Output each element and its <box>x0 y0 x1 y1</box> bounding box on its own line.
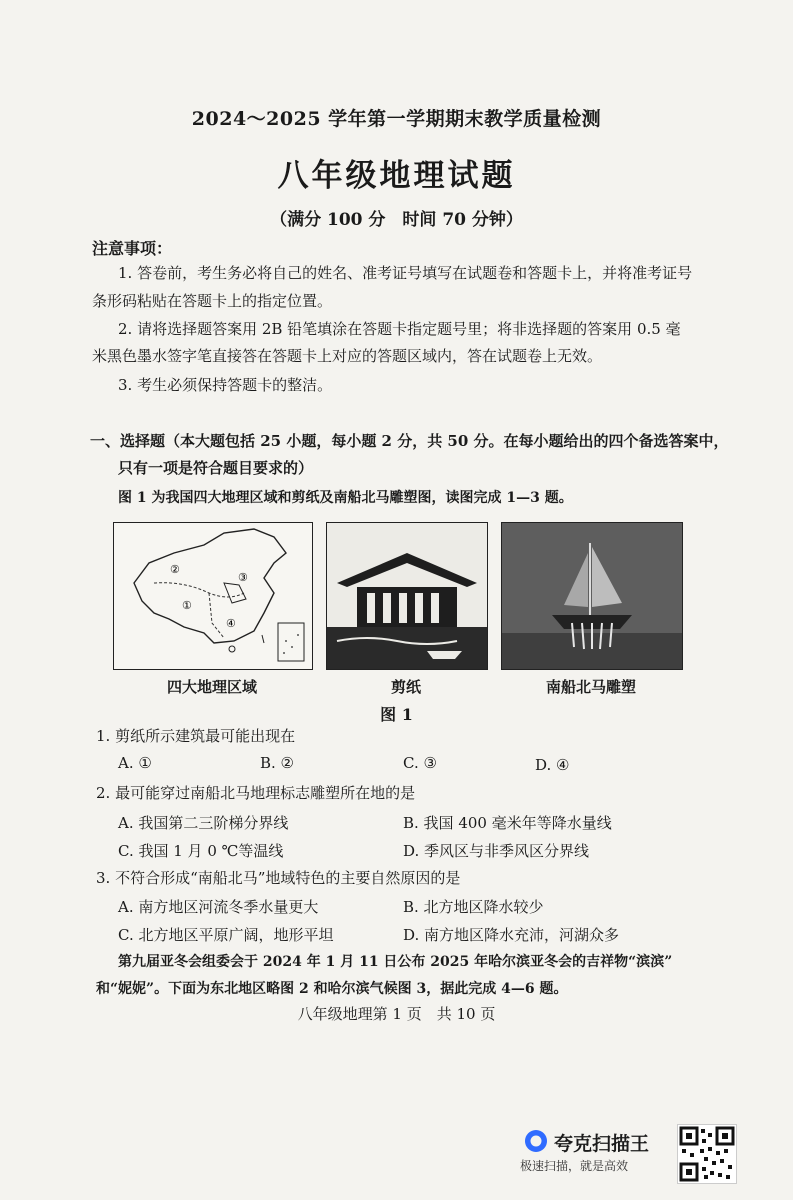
question-3-option-c: C. 北方地区平原广阔，地形平坦 <box>118 926 334 944</box>
exam-title: 八年级地理试题 <box>277 158 516 194</box>
question-3-option-d: D. 南方地区降水充沛，河湖众多 <box>403 926 620 944</box>
map-mark-1: ① <box>182 599 192 612</box>
notice-item-1-line-2: 条形码粘贴在答题卡上的指定位置。 <box>92 292 333 310</box>
notice-item-2-line-2: 米黑色墨水签字笔直接答在答题卡上对应的答题区域内，答在试题卷上无效。 <box>92 347 603 365</box>
questions-4-6-intro-line-2: 和“妮妮”。下面为东北地区略图 2 和哈尔滨气候图 3，据此完成 4—6 题。 <box>96 981 568 997</box>
map-mark-4: ④ <box>226 617 236 630</box>
question-1-option-a: A. ① <box>118 754 152 772</box>
sculpture-image <box>501 522 683 670</box>
figure-1-intro: 图 1 为我国四大地理区域和剪纸及南船北马雕塑图，读图完成 1—3 题。 <box>118 490 573 506</box>
score-time: （满分 100 分 时间 70 分钟） <box>270 210 523 230</box>
china-regions-map <box>113 522 313 670</box>
caption-map: 四大地理区域 <box>166 678 257 696</box>
paper-cut-image <box>326 522 488 670</box>
exam-school-year: 2024～2025 学年第一学期期末教学质量检测 <box>191 108 602 130</box>
map-mark-2: ② <box>170 563 180 576</box>
figure-1-label: 图 1 <box>380 705 413 724</box>
caption-paper-cut: 剪纸 <box>390 678 421 696</box>
section-1-heading: 一、选择题（本大题包括 25 小题，每小题 2 分，共 50 分。在每小题给出的四个备选答案中， <box>90 432 729 450</box>
page-footer: 八年级地理第 1 页 共 10 页 <box>297 1005 496 1023</box>
map-mark-3: ③ <box>238 571 248 584</box>
question-2-option-a: A. 我国第二三阶梯分界线 <box>118 814 289 832</box>
scanner-watermark <box>520 1125 670 1175</box>
caption-sculpture: 南船北马雕塑 <box>545 678 636 696</box>
question-2-option-c: C. 我国 1 月 0 ℃等温线 <box>118 842 284 860</box>
question-1-option-d: D. ④ <box>535 756 570 774</box>
question-3-option-a: A. 南方地区河流冬季水量更大 <box>118 898 319 916</box>
section-1-heading-cont: 只有一项是符合题目要求的） <box>118 459 314 477</box>
question-3-stem: 3. 不符合形成“南船北马”地域特色的主要自然原因的是 <box>96 869 461 887</box>
quark-logo-icon <box>524 1129 548 1153</box>
notice-item-3: 3. 考生必须保持答题卡的整洁。 <box>118 376 333 394</box>
question-2-option-b: B. 我国 400 毫米年等降水量线 <box>403 814 612 832</box>
notice-heading: 注意事项： <box>92 239 173 258</box>
questions-4-6-intro-line-1: 第九届亚冬会组委会于 2024 年 1 月 11 日公布 2025 年哈尔滨亚冬会的吉祥物“滨滨” <box>118 954 673 970</box>
scanner-brand-name: 夸克扫描王 <box>554 1133 650 1155</box>
scanner-slogan: 极速扫描，就是高效 <box>520 1159 629 1173</box>
question-2-stem: 2. 最可能穿过南船北马地理标志雕塑所在地的是 <box>96 784 416 802</box>
notice-item-2-line-1: 2. 请将选择题答案用 2B 铅笔填涂在答题卡指定题号里；将非选择题的答案用 0.5 毫 <box>118 320 681 338</box>
question-1-option-b: B. ② <box>260 754 295 772</box>
qr-code-icon <box>677 1124 737 1184</box>
question-1-stem: 1. 剪纸所示建筑最可能出现在 <box>96 727 296 745</box>
question-2-option-d: D. 季风区与非季风区分界线 <box>403 842 590 860</box>
question-1-option-c: C. ③ <box>403 754 437 772</box>
question-3-option-b: B. 北方地区降水较少 <box>403 898 544 916</box>
notice-item-1-line-1: 1. 答卷前，考生务必将自己的姓名、准考证号填写在试题卷和答题卡上，并将准考证号 <box>118 264 693 282</box>
